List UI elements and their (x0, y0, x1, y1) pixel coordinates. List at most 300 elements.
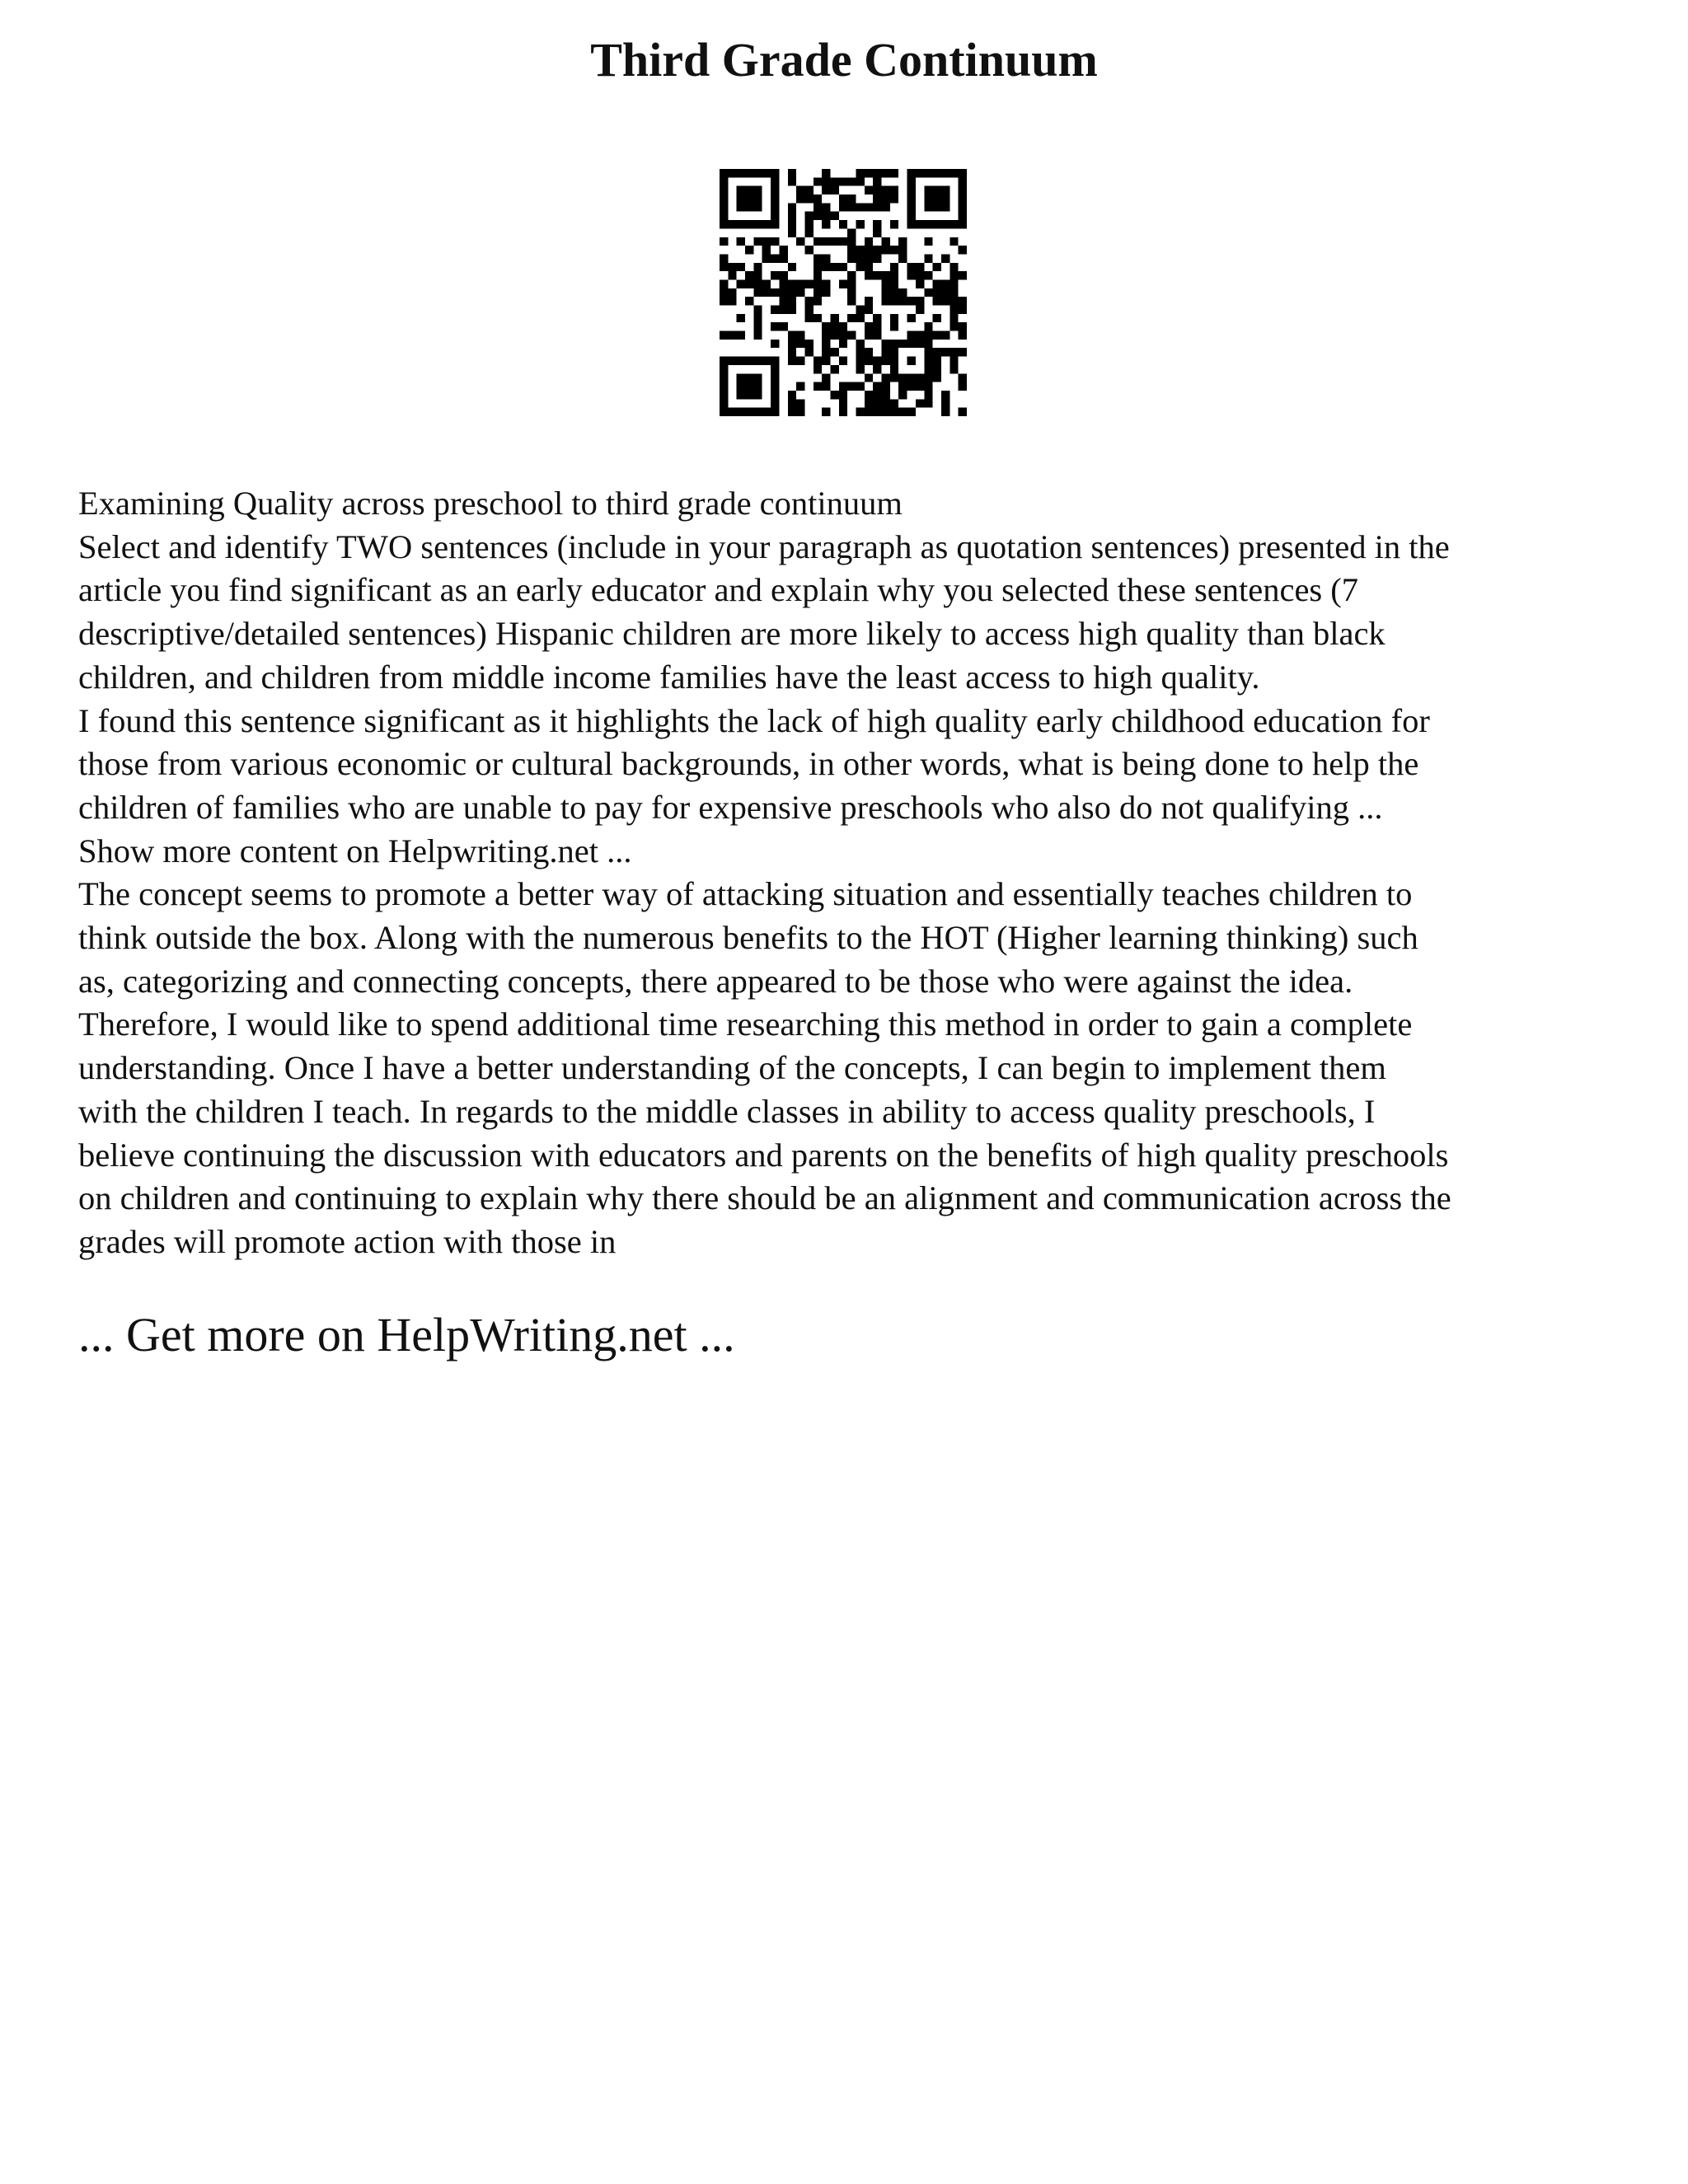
qr-module (898, 288, 907, 297)
paragraph-conclusion (78, 873, 1628, 1263)
qr-module (924, 220, 932, 228)
qr-module (753, 186, 762, 194)
qr-module (796, 194, 804, 203)
qr-module (737, 331, 745, 340)
qr-module (890, 373, 898, 382)
qr-module (745, 220, 753, 228)
text-line: I found this sentence significant as it highlights the lack of high quality early childhood education for (78, 701, 1430, 739)
qr-module (720, 254, 728, 262)
qr-module (753, 322, 762, 330)
qr-module (882, 246, 890, 254)
qr-module (753, 408, 762, 416)
qr-module (788, 288, 796, 297)
qr-module (847, 288, 856, 297)
qr-module (804, 220, 813, 228)
qr-module (890, 169, 898, 177)
qr-module (873, 177, 881, 185)
qr-module (822, 348, 830, 356)
qr-module (753, 331, 762, 340)
qr-module (737, 382, 745, 391)
qr-module (873, 228, 881, 237)
qr-module (779, 254, 787, 262)
qr-module (804, 348, 813, 356)
qr-module (856, 169, 865, 177)
qr-module (873, 194, 881, 203)
qr-module (822, 331, 830, 340)
qr-module (873, 408, 881, 416)
qr-module (830, 212, 838, 220)
qr-module (941, 169, 950, 177)
qr-module (822, 408, 830, 416)
qr-module (890, 365, 898, 373)
qr-module (814, 194, 822, 203)
qr-module (941, 279, 950, 288)
qr-module (924, 365, 932, 373)
qr-module (890, 357, 898, 365)
qr-module (804, 186, 813, 194)
qr-module (771, 254, 779, 262)
qr-module (865, 399, 873, 407)
qr-module (847, 382, 856, 391)
qr-module (941, 348, 950, 356)
qr-module (882, 340, 890, 348)
qr-module (873, 382, 881, 391)
qr-module (762, 169, 771, 177)
qr-module (839, 322, 847, 330)
qr-module (959, 212, 967, 220)
qr-module (737, 314, 745, 322)
qr-module (839, 331, 847, 340)
qr-module (941, 391, 950, 399)
qr-module (788, 348, 796, 356)
qr-module (788, 263, 796, 271)
qr-module (822, 254, 830, 262)
qr-module (959, 408, 967, 416)
qr-module (882, 399, 890, 407)
qr-module (873, 322, 881, 330)
qr-module (907, 263, 916, 271)
qr-module (796, 399, 804, 407)
qr-module (720, 203, 728, 211)
qr-module (959, 177, 967, 185)
qr-module (856, 314, 865, 322)
qr-module (788, 408, 796, 416)
qr-module (830, 331, 838, 340)
qr-module (933, 220, 941, 228)
qr-module (762, 357, 771, 365)
qr-module (839, 203, 847, 211)
qr-module (933, 169, 941, 177)
qr-module (924, 322, 932, 330)
qr-module (898, 408, 907, 416)
qr-module (865, 169, 873, 177)
qr-module (865, 271, 873, 279)
qr-module (720, 220, 728, 228)
qr-module (796, 357, 804, 365)
qr-module (898, 340, 907, 348)
qr-module (839, 340, 847, 348)
qr-module (856, 408, 865, 416)
qr-module (907, 382, 916, 391)
qr-module (865, 203, 873, 211)
text-line: Select and identify TWO sentences (include in your paragraph as quotation sentences) presented in the (78, 527, 1450, 565)
qr-module (822, 203, 830, 211)
qr-module (907, 408, 916, 416)
text-line: children, and children from middle income families have the least access to high quality. (78, 658, 1260, 696)
qr-module (779, 322, 787, 330)
qr-module (720, 288, 728, 297)
qr-module (788, 340, 796, 348)
qr-module (737, 357, 745, 365)
qr-module (865, 297, 873, 305)
qr-module (907, 177, 916, 185)
qr-module (882, 271, 890, 279)
qr-module (737, 373, 745, 382)
qr-module (728, 408, 736, 416)
qr-module (771, 177, 779, 185)
qr-module (822, 186, 830, 194)
qr-module (822, 340, 830, 348)
qr-module (779, 306, 787, 314)
text-line: Therefore, I would like to spend additional time researching this method in order to gain a complete (78, 1005, 1413, 1043)
qr-module (762, 408, 771, 416)
qr-module (882, 237, 890, 246)
qr-module (771, 373, 779, 382)
qr-code-icon (720, 169, 967, 416)
qr-module (839, 357, 847, 365)
qr-module (745, 373, 753, 382)
qr-module (762, 237, 771, 246)
qr-module (830, 314, 838, 322)
qr-module (737, 194, 745, 203)
qr-module (959, 246, 967, 254)
qr-module (847, 279, 856, 288)
qr-module (745, 186, 753, 194)
qr-module (959, 331, 967, 340)
qr-module (830, 348, 838, 356)
qr-module (788, 297, 796, 305)
qr-module (933, 314, 941, 322)
qr-module (788, 212, 796, 220)
qr-module (762, 279, 771, 288)
qr-module (753, 314, 762, 322)
qr-module (882, 373, 890, 382)
qr-module (830, 365, 838, 373)
qr-module (771, 186, 779, 194)
qr-module (720, 169, 728, 177)
text-line: as, categorizing and connecting concepts, there appeared to be those who were against the idea. (78, 962, 1353, 1000)
qr-module (728, 297, 736, 305)
qr-module (771, 382, 779, 391)
qr-module (959, 348, 967, 356)
qr-module (882, 348, 890, 356)
qr-module (737, 279, 745, 288)
qr-module (720, 365, 728, 373)
qr-module (847, 177, 856, 185)
text-line[interactable]: Show more content on Helpwriting.net ... (78, 832, 632, 869)
get-more-link[interactable]: ... Get more on HelpWriting.net ... (78, 1308, 735, 1361)
qr-module (771, 194, 779, 203)
qr-module (720, 391, 728, 399)
qr-module (907, 271, 916, 279)
qr-module (959, 194, 967, 203)
qr-module (916, 382, 924, 391)
qr-module (753, 194, 762, 203)
qr-module (788, 357, 796, 365)
qr-module (788, 391, 796, 399)
qr-module (745, 194, 753, 203)
qr-module (882, 408, 890, 416)
qr-module (924, 237, 932, 246)
qr-module (814, 288, 822, 297)
qr-module (898, 246, 907, 254)
qr-module (959, 297, 967, 305)
article-body (78, 482, 1628, 1264)
qr-module (950, 263, 958, 271)
qr-module (916, 306, 924, 314)
qr-module (950, 365, 958, 373)
qr-module (890, 348, 898, 356)
qr-module (720, 279, 728, 288)
qr-module (796, 288, 804, 297)
qr-module (839, 177, 847, 185)
qr-module (720, 186, 728, 194)
qr-module (720, 212, 728, 220)
qr-module (745, 382, 753, 391)
qr-module (720, 399, 728, 407)
qr-module (865, 186, 873, 194)
text-line: on children and continuing to explain why there should be an alignment and communication across the (78, 1179, 1451, 1217)
qr-module (924, 399, 932, 407)
qr-module (873, 169, 881, 177)
qr-module (856, 365, 865, 373)
qr-module (873, 254, 881, 262)
qr-module (771, 365, 779, 373)
qr-module (728, 357, 736, 365)
qr-module (907, 212, 916, 220)
qr-module (856, 348, 865, 356)
qr-module (753, 203, 762, 211)
qr-module (814, 203, 822, 211)
qr-module (720, 373, 728, 382)
qr-module (839, 279, 847, 288)
qr-module (873, 331, 881, 340)
qr-module (788, 228, 796, 237)
qr-module (720, 177, 728, 185)
qr-module (865, 373, 873, 382)
qr-module (771, 306, 779, 314)
qr-module (814, 382, 822, 391)
text-line: with the children I teach. In regards to the middle classes in ability to access quality preschools, I (78, 1092, 1376, 1130)
qr-module (745, 203, 753, 211)
qr-module (950, 348, 958, 356)
qr-module (753, 220, 762, 228)
qr-module (788, 306, 796, 314)
page-title: Third Grade Continuum (590, 33, 1098, 87)
qr-module (924, 271, 932, 279)
text-line: understanding. Once I have a better understanding of the concepts, I can begin to implement them (78, 1049, 1386, 1087)
qr-module (745, 279, 753, 288)
qr-module (933, 203, 941, 211)
qr-module (847, 331, 856, 340)
qr-module (959, 373, 967, 382)
qr-module (882, 194, 890, 203)
qr-module (916, 331, 924, 340)
qr-module (882, 288, 890, 297)
text-line: believe continuing the discussion with educators and parents on the benefits of high quality preschools (78, 1136, 1449, 1174)
qr-module (737, 237, 745, 246)
paragraph-prompt (78, 526, 1628, 700)
qr-module (804, 212, 813, 220)
qr-module (762, 288, 771, 297)
qr-module (941, 331, 950, 340)
qr-module (720, 297, 728, 305)
qr-module (728, 263, 736, 271)
qr-module (873, 220, 881, 228)
text-line: The concept seems to promote a better way of attacking situation and essentially teaches children to (78, 875, 1413, 913)
qr-module (839, 382, 847, 391)
qr-module (728, 271, 736, 279)
qr-module (771, 288, 779, 297)
qr-module (941, 203, 950, 211)
qr-module (865, 348, 873, 356)
qr-module (847, 254, 856, 262)
qr-module (890, 297, 898, 305)
qr-module (924, 382, 932, 391)
qr-module (771, 169, 779, 177)
qr-module (941, 186, 950, 194)
qr-module (771, 271, 779, 279)
qr-module (882, 382, 890, 391)
qr-module (898, 297, 907, 305)
qr-module (762, 220, 771, 228)
qr-module (916, 220, 924, 228)
qr-module (890, 263, 898, 271)
paragraph-heading (78, 482, 1628, 526)
qr-module (856, 246, 865, 254)
qr-module (856, 382, 865, 391)
qr-module (839, 399, 847, 407)
qr-module (771, 399, 779, 407)
qr-module (950, 322, 958, 330)
qr-module (788, 331, 796, 340)
qr-module (745, 297, 753, 305)
qr-module (822, 263, 830, 271)
qr-module (873, 203, 881, 211)
qr-module (916, 169, 924, 177)
show-more-link[interactable] (78, 830, 1628, 874)
qr-module (839, 237, 847, 246)
qr-module (865, 331, 873, 340)
qr-module (941, 194, 950, 203)
text-line: children of families who are unable to pay for expensive preschools who also do not qualifying ... (78, 788, 1383, 826)
qr-module (779, 271, 787, 279)
qr-module (822, 212, 830, 220)
qr-module (933, 348, 941, 356)
qr-module (814, 263, 822, 271)
qr-module (771, 212, 779, 220)
qr-module (933, 357, 941, 365)
qr-module (728, 331, 736, 340)
qr-module (890, 186, 898, 194)
qr-module (924, 254, 932, 262)
qr-module (890, 340, 898, 348)
qr-module (771, 322, 779, 330)
qr-module (933, 186, 941, 194)
qr-module (865, 391, 873, 399)
text-line: descriptive/detailed sentences) Hispanic children are more likely to access high quality than black (78, 615, 1386, 653)
qr-module (745, 408, 753, 416)
qr-module (959, 220, 967, 228)
qr-module (916, 271, 924, 279)
qr-module (941, 297, 950, 305)
qr-module (916, 263, 924, 271)
qr-module (814, 254, 822, 262)
qr-module (933, 331, 941, 340)
qr-module (959, 186, 967, 194)
qr-module (822, 382, 830, 391)
qr-module (830, 322, 838, 330)
qr-module (907, 297, 916, 305)
qr-module (788, 203, 796, 211)
qr-module (720, 237, 728, 246)
qr-module (856, 357, 865, 365)
qr-module (907, 194, 916, 203)
qr-module (779, 297, 787, 305)
qr-module (822, 373, 830, 382)
qr-module (950, 220, 958, 228)
qr-module (804, 279, 813, 288)
qr-module (796, 186, 804, 194)
qr-module (950, 169, 958, 177)
qr-module (933, 297, 941, 305)
qr-module (865, 237, 873, 246)
qr-module (745, 246, 753, 254)
qr-module (959, 322, 967, 330)
qr-module (779, 288, 787, 297)
qr-module (873, 391, 881, 399)
qr-module (873, 357, 881, 365)
text-line: think outside the box. Along with the numerous benefits to the HOT (Higher learning thinking) such (78, 919, 1418, 957)
qr-module (753, 373, 762, 382)
qr-module (804, 246, 813, 254)
qr-module (933, 279, 941, 288)
qr-module (898, 391, 907, 399)
qr-module (788, 399, 796, 407)
qr-module (873, 271, 881, 279)
qr-module (941, 220, 950, 228)
qr-module (788, 177, 796, 185)
qr-module (950, 357, 958, 365)
text-line: article you find significant as an early educator and explain why you selected these sentences (7 (78, 571, 1359, 609)
qr-module (873, 246, 881, 254)
qr-module (924, 357, 932, 365)
qr-module (873, 314, 881, 322)
qr-module (950, 279, 958, 288)
qr-module (933, 373, 941, 382)
qr-module (830, 177, 838, 185)
qr-module (890, 399, 898, 407)
qr-module (890, 279, 898, 288)
qr-module (865, 322, 873, 330)
qr-module (890, 288, 898, 297)
qr-module (933, 288, 941, 297)
qr-module (890, 220, 898, 228)
qr-module (720, 194, 728, 203)
qr-module (924, 194, 932, 203)
qr-module (924, 348, 932, 356)
qr-module (950, 237, 958, 246)
